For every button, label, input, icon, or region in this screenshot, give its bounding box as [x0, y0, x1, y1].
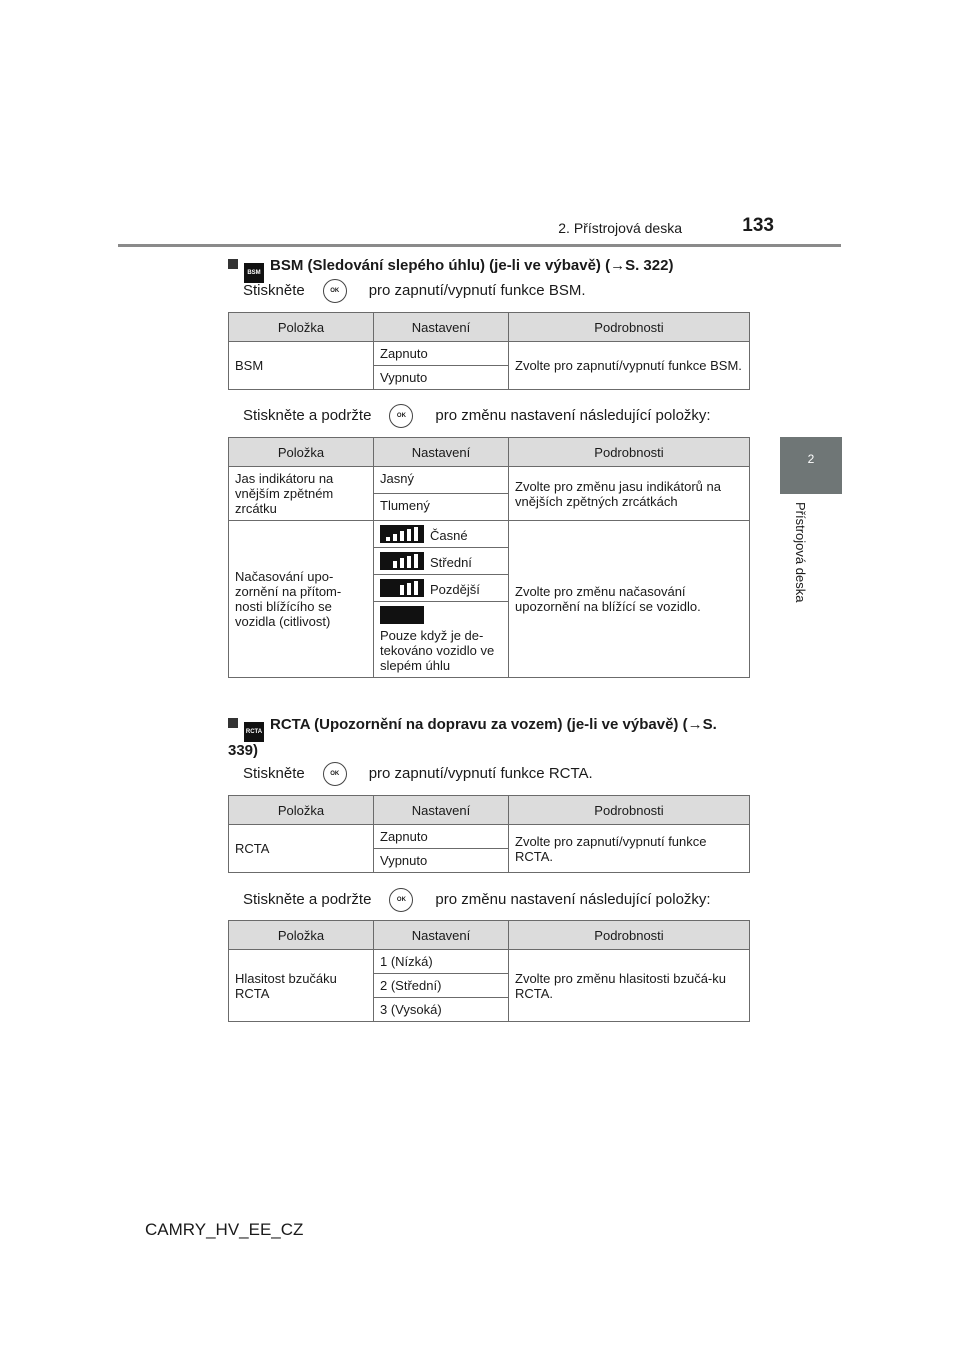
col-header: Položka: [229, 313, 374, 342]
ok-button-icon: OK: [323, 279, 347, 303]
item-cell: Hlasitost bzučáku RCTA: [229, 950, 374, 1022]
page-number: 133: [742, 215, 774, 236]
col-header: Položka: [229, 438, 374, 467]
header-rule: [118, 244, 841, 247]
bsm-press-instruction: Stiskněte OK pro zapnutí/vypnutí funkce BSM.: [243, 279, 586, 303]
setting-cell: Zapnuto: [374, 342, 509, 366]
bsm-table: [228, 312, 750, 390]
setting-cell: Střední: [374, 548, 509, 575]
col-header: Nastavení: [374, 313, 509, 342]
setting-cell: Časné: [374, 521, 509, 548]
bsm-heading: BSM BSM (Sledování slepého úhlu) (je-li ve výbavě) (→S. 322): [228, 257, 673, 283]
rcta-icon: RCTA: [244, 722, 264, 742]
section-title: 2. Přístrojová deska: [558, 220, 682, 236]
bsm-hold-instruction: Stiskněte a podržte OK pro změnu nastavení následující položky:: [243, 404, 711, 428]
col-header: Podrobnosti: [509, 921, 750, 950]
setting-cell: Vypnuto: [374, 366, 509, 390]
col-header: Nastavení: [374, 438, 509, 467]
bullet-square-icon: [228, 259, 238, 269]
bsm-icon: BSM: [244, 263, 264, 283]
details-cell: Zvolte pro zapnutí/vypnutí funkce RCTA.: [509, 825, 750, 873]
col-header: Položka: [229, 796, 374, 825]
timing-blind-spot-icon: [380, 606, 424, 624]
col-header: Podrobnosti: [509, 313, 750, 342]
ok-button-icon: OK: [389, 888, 413, 912]
details-cell: Zvolte pro zapnutí/vypnutí funkce BSM.: [509, 342, 750, 390]
setting-cell: Pouze když je de-tekováno vozidlo ve slepém úhlu: [374, 602, 509, 678]
chapter-tab-number: 2: [780, 437, 842, 494]
rcta-hold-instruction: Stiskněte a podržte OK pro změnu nastavení následující položky:: [243, 888, 711, 912]
setting-cell: 3 (Vysoká): [374, 998, 509, 1022]
col-header: Podrobnosti: [509, 438, 750, 467]
bullet-square-icon: [228, 718, 238, 728]
details-cell: Zvolte pro změnu jasu indikátorů na vnějších zpětných zrcátkách: [509, 467, 750, 521]
rcta-table: [228, 795, 750, 873]
item-cell: BSM: [229, 342, 374, 390]
details-cell: Zvolte pro změnu hlasitosti bzučá-ku RCTA.: [509, 950, 750, 1022]
col-header: Nastavení: [374, 921, 509, 950]
col-header: Položka: [229, 921, 374, 950]
timing-medium-icon: [380, 552, 424, 570]
setting-cell: Tlumený: [374, 494, 509, 521]
setting-cell: Zapnuto: [374, 825, 509, 849]
item-cell: Jas indikátoru na vnějším zpětném zrcátku: [229, 467, 374, 521]
document-code: CAMRY_HV_EE_CZ: [145, 1220, 304, 1239]
chapter-tab-label: Přístrojová deska: [793, 502, 808, 603]
timing-late-icon: [380, 579, 424, 597]
col-header: Nastavení: [374, 796, 509, 825]
rcta-heading: RCTA RCTA (Upozornění na dopravu za vozem) (je-li ve výbavě) (→S. 339): [228, 716, 717, 759]
setting-cell: Vypnuto: [374, 849, 509, 873]
ok-button-icon: OK: [389, 404, 413, 428]
rcta-settings-table: [228, 920, 750, 1022]
setting-cell: 2 (Střední): [374, 974, 509, 998]
ok-button-icon: OK: [323, 762, 347, 786]
details-cell: Zvolte pro změnu načasování upozornění na blížící se vozidlo.: [509, 521, 750, 678]
item-cell: RCTA: [229, 825, 374, 873]
item-cell: Načasování upo-zornění na přítom-nosti blížícího se vozidla (citlivost): [229, 521, 374, 678]
bsm-settings-table: [228, 437, 750, 678]
setting-cell: 1 (Nízká): [374, 950, 509, 974]
setting-cell: Jasný: [374, 467, 509, 494]
rcta-press-instruction: Stiskněte OK pro zapnutí/vypnutí funkce RCTA.: [243, 762, 593, 786]
setting-cell: Pozdější: [374, 575, 509, 602]
col-header: Podrobnosti: [509, 796, 750, 825]
timing-early-icon: [380, 525, 424, 543]
